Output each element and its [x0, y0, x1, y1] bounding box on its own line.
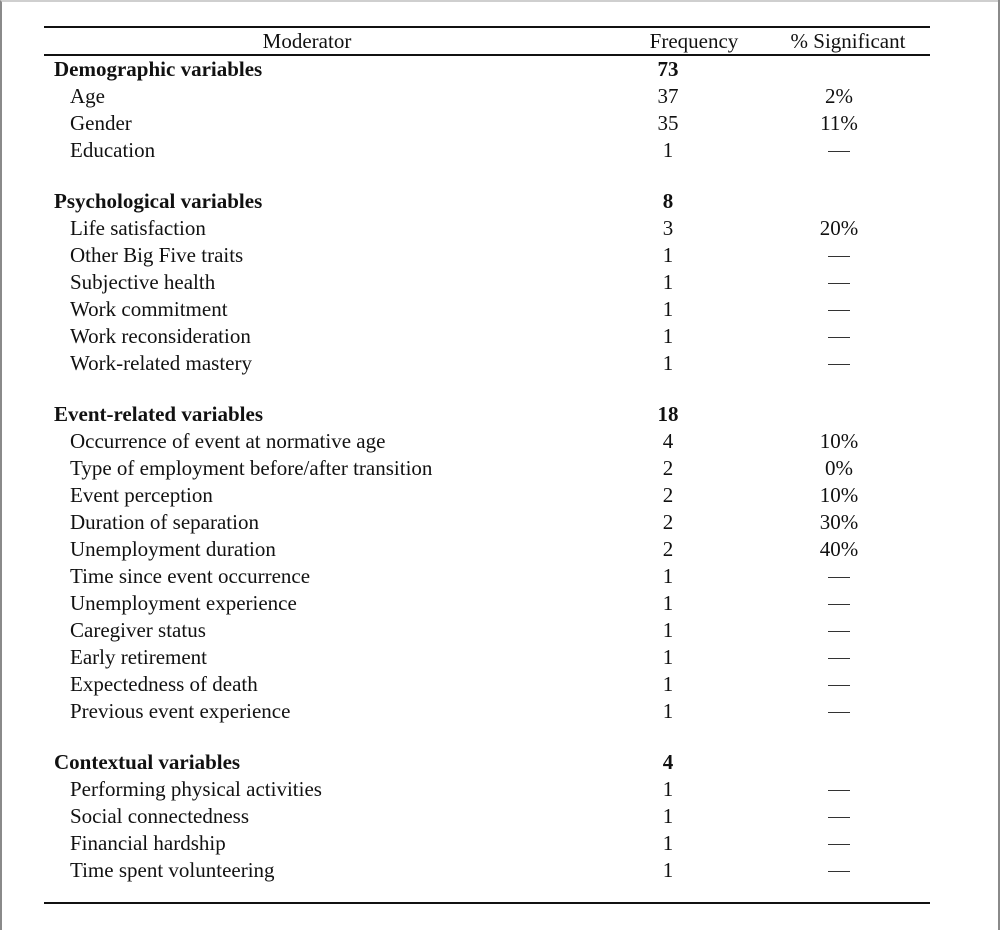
moderator-significant-dash: [718, 269, 930, 296]
table-row: [44, 83, 930, 110]
table-row: [44, 215, 930, 242]
dash-mark: [828, 790, 850, 791]
group-frequency: 73: [657, 57, 679, 81]
table-row: [44, 536, 930, 563]
table-row: [44, 617, 930, 644]
moderator-significant: 20%: [819, 216, 859, 240]
table-row: [44, 269, 930, 296]
moderator-significant-dash: [718, 830, 930, 857]
moderator-name: Duration of separation: [70, 510, 259, 534]
moderator-significant-dash: [718, 698, 930, 725]
table-row: [44, 350, 930, 377]
moderator-frequency: 4: [662, 429, 674, 453]
moderator-significant: 10%: [819, 483, 859, 507]
table-row: [44, 644, 930, 671]
moderator-frequency: 1: [662, 270, 674, 294]
dash-mark: [828, 364, 850, 365]
group-significant: [718, 188, 930, 215]
table-header: [44, 28, 930, 56]
group-frequency: 8: [662, 189, 674, 213]
group-frequency: 4: [662, 750, 674, 774]
moderator-name: Time since event occurrence: [70, 564, 311, 588]
moderator-name: Unemployment experience: [70, 591, 297, 615]
moderator-name: Expectedness of death: [70, 672, 258, 696]
moderator-name: Type of employment before/after transition: [70, 456, 433, 480]
moderator-name: Financial hardship: [70, 831, 226, 855]
moderator-name: Performing physical activities: [70, 777, 322, 801]
moderator-significant-dash: [718, 857, 930, 884]
moderator-frequency: 1: [662, 777, 674, 801]
group-significant: [718, 401, 930, 428]
moderator-significant-dash: [718, 563, 930, 590]
group-spacer: [44, 164, 930, 188]
table-row: [44, 857, 930, 884]
moderator-frequency: 2: [662, 510, 674, 534]
group-significant: [718, 56, 930, 83]
moderator-frequency: 1: [662, 138, 674, 162]
moderator-significant-dash: [718, 617, 930, 644]
table-row: [44, 455, 930, 482]
table-row: [44, 590, 930, 617]
moderator-significant-dash: [718, 671, 930, 698]
moderator-name: Caregiver status: [70, 618, 206, 642]
dash-mark: [828, 685, 850, 686]
moderator-significant-dash: [718, 590, 930, 617]
dash-mark: [828, 310, 850, 311]
moderator-name: Work commitment: [70, 297, 228, 321]
group-frequency: 18: [657, 402, 679, 426]
moderator-name: Previous event experience: [70, 699, 291, 723]
moderator-frequency: 1: [662, 858, 674, 882]
group-row: [44, 749, 930, 776]
moderator-significant-dash: [718, 803, 930, 830]
moderator-significant-dash: [718, 296, 930, 323]
dash-mark: [828, 631, 850, 632]
moderator-name: Other Big Five traits: [70, 243, 244, 267]
moderator-significant-dash: [718, 644, 930, 671]
table-row: [44, 137, 930, 164]
header-moderator: Moderator: [262, 29, 352, 53]
moderator-name: Life satisfaction: [70, 216, 206, 240]
dash-mark: [828, 604, 850, 605]
moderator-name: Subjective health: [70, 270, 216, 294]
moderator-frequency: 1: [662, 645, 674, 669]
moderator-name: Gender: [70, 111, 132, 135]
moderator-name: Occurrence of event at normative age: [70, 429, 386, 453]
moderator-name: Early retirement: [70, 645, 208, 669]
moderator-frequency: 1: [662, 243, 674, 267]
dash-mark: [828, 658, 850, 659]
table-bottom-rule: [44, 902, 930, 904]
table-row: [44, 482, 930, 509]
moderator-frequency: 1: [662, 297, 674, 321]
table-row: [44, 110, 930, 137]
moderator-name: Work-related mastery: [70, 351, 252, 375]
dash-mark: [828, 337, 850, 338]
moderator-name: Time spent volunteering: [70, 858, 275, 882]
header-significant: % Significant: [790, 29, 906, 53]
group-name: Event-related variables: [54, 402, 263, 426]
moderator-name: Social connectedness: [70, 804, 250, 828]
group-significant: [718, 749, 930, 776]
dash-mark: [828, 577, 850, 578]
dash-mark: [828, 712, 850, 713]
moderator-significant: 30%: [819, 510, 859, 534]
moderator-significant-dash: [718, 350, 930, 377]
moderator-frequency: 1: [662, 699, 674, 723]
table-row: [44, 428, 930, 455]
table-row: [44, 803, 930, 830]
table-row: [44, 563, 930, 590]
dash-mark: [828, 817, 850, 818]
moderator-frequency: 2: [662, 456, 674, 480]
moderator-significant: 40%: [819, 537, 859, 561]
moderator-frequency: 1: [662, 618, 674, 642]
table-row: [44, 323, 930, 350]
moderator-frequency: 2: [662, 537, 674, 561]
moderator-frequency: 1: [662, 351, 674, 375]
moderator-frequency: 2: [662, 483, 674, 507]
header-frequency: Frequency: [649, 29, 739, 53]
group-name: Psychological variables: [54, 189, 263, 213]
group-row: [44, 188, 930, 215]
moderator-significant: 2%: [825, 84, 853, 108]
moderator-significant: 0%: [825, 456, 853, 480]
table-row: [44, 509, 930, 536]
moderator-frequency: 1: [662, 564, 674, 588]
moderator-significant-dash: [718, 776, 930, 803]
moderator-name: Unemployment duration: [70, 537, 276, 561]
moderator-frequency: 1: [662, 591, 674, 615]
moderator-name: Work reconsideration: [70, 324, 251, 348]
table-row: [44, 242, 930, 269]
group-row: [44, 56, 930, 83]
table-row: [44, 776, 930, 803]
group-spacer: [44, 377, 930, 401]
moderator-frequency: 3: [662, 216, 674, 240]
moderator-significant-dash: [718, 242, 930, 269]
dash-mark: [828, 871, 850, 872]
moderator-frequency: 1: [662, 672, 674, 696]
moderator-significant-dash: [718, 323, 930, 350]
moderator-frequency: 1: [662, 804, 674, 828]
dash-mark: [828, 283, 850, 284]
moderator-significant: 10%: [819, 429, 859, 453]
table-row: [44, 830, 930, 857]
group-spacer: [44, 725, 930, 749]
moderator-frequency: 35: [657, 111, 679, 135]
group-name: Contextual variables: [54, 750, 241, 774]
table-body: [44, 56, 930, 884]
moderator-table: [44, 26, 930, 884]
table-row: [44, 671, 930, 698]
dash-mark: [828, 844, 850, 845]
moderator-frequency: 1: [662, 831, 674, 855]
group-row: [44, 401, 930, 428]
table-row: [44, 296, 930, 323]
moderator-name: Education: [70, 138, 156, 162]
moderator-frequency: 37: [657, 84, 679, 108]
moderator-frequency: 1: [662, 324, 674, 348]
moderator-significant: 11%: [820, 111, 858, 135]
moderator-significant-dash: [718, 137, 930, 164]
table-row: [44, 698, 930, 725]
dash-mark: [828, 256, 850, 257]
group-name: Demographic variables: [54, 57, 263, 81]
moderator-name: Event perception: [70, 483, 213, 507]
dash-mark: [828, 151, 850, 152]
moderator-name: Age: [70, 84, 105, 108]
